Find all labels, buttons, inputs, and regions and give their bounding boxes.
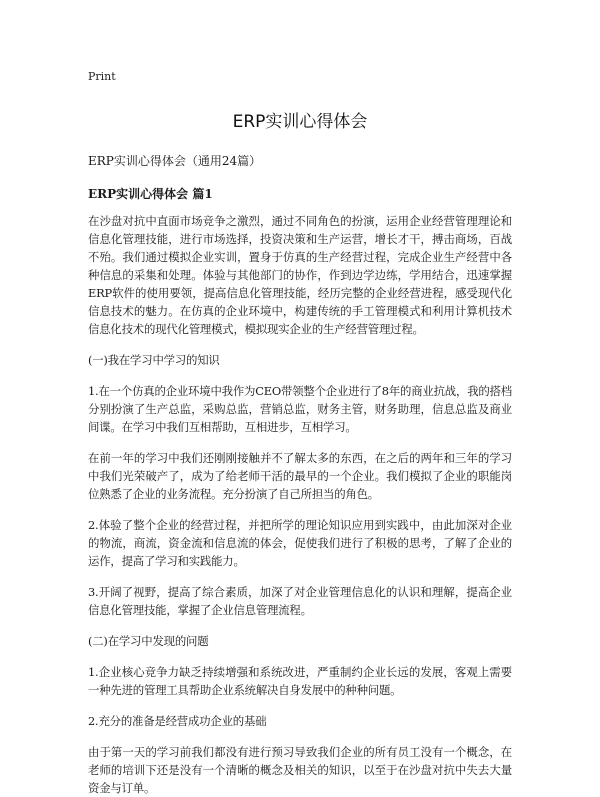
paragraph-intro: 在沙盘对抗中直面市场竞争之激烈，通过不同角色的扮演，运用企业经营管理理论和信息化管理技能，进行市场选择，投资决策和生产运营，增长才干，搏击商场，百战不殆。我们通过模拟企业实训，置身于仿真的生产经营过程，完成企业生产经营中各种信息的采集和处理。体验与其他部门的协作，作到边学边练，学用结合，迅速掌握ERP软件的使用要领，提高信息化管理技能，经历完整的企业经营进程，感受现代化信息技术的魅力。在仿真的企业环境中，构建传统的手工管理模式和利用计算机技术信息化技术的现代化管理模式，模拟现实企业的生产经营管理过程。	[88, 214, 512, 336]
section-heading: ERP实训心得体会 篇1	[88, 187, 213, 201]
paragraph-problem-2: 2.充分的准备是经营成功企业的基础	[88, 714, 267, 728]
document-title: ERP实训心得体会	[232, 112, 368, 132]
paragraph-first-year: 在前一年的学习中我们还刚刚接触并不了解太多的东西，在之后的两年和三年的学习中我们光荣破产了，成为了给老师干活的最早的一个企业。我们模拟了企业的职能岗位熟悉了企业的业务流程。充分扮演了自己所担当的角色。	[88, 451, 512, 501]
print-label[interactable]: Print	[88, 70, 116, 83]
paragraph-preparation: 由于第一天的学习前我们都没有进行预习导致我们企业的所有员工没有一个概念，在老师的培训下还是没有一个清晰的概念及相关的知识，以至于在沙盘对抗中失去大量资金与订单。	[88, 745, 512, 795]
paragraph-item-3: 3.开阔了视野，提高了综合素质，加深了对企业管理信息化的认识和理解，提高企业信息化管理技能，掌握了企业信息管理流程。	[88, 585, 512, 617]
paragraph-problem-1: 1.企业核心竞争力缺乏持续增强和系统改进，严重制约企业长远的发展，客观上需要一种先进的管理工具帮助企业系统解决自身发展中的种种问题。	[88, 665, 512, 697]
subheading-problems: (二)在学习中发现的问题	[88, 634, 209, 648]
document-subtitle: ERP实训心得体会（通用24篇）	[88, 154, 262, 168]
subheading-knowledge: (一)我在学习中学习的知识	[88, 353, 220, 367]
paragraph-item-1: 1.在一个仿真的企业环境中我作为CEO带领整个企业进行了8年的商业抗战，我的搭档分别扮演了生产总监，采购总监，营销总监，财务主管，财务助理，信息总监及商业间谍。在学习中我们互相帮助，互相进步，互相学习。	[88, 384, 512, 434]
paragraph-item-2: 2.体验了整个企业的经营过程，并把所学的理论知识应用到实践中，由此加深对企业的物流，商流，资金流和信息流的体会，促使我们进行了积极的思考，了解了企业的运作，提高了学习和实践能力。	[88, 518, 512, 568]
